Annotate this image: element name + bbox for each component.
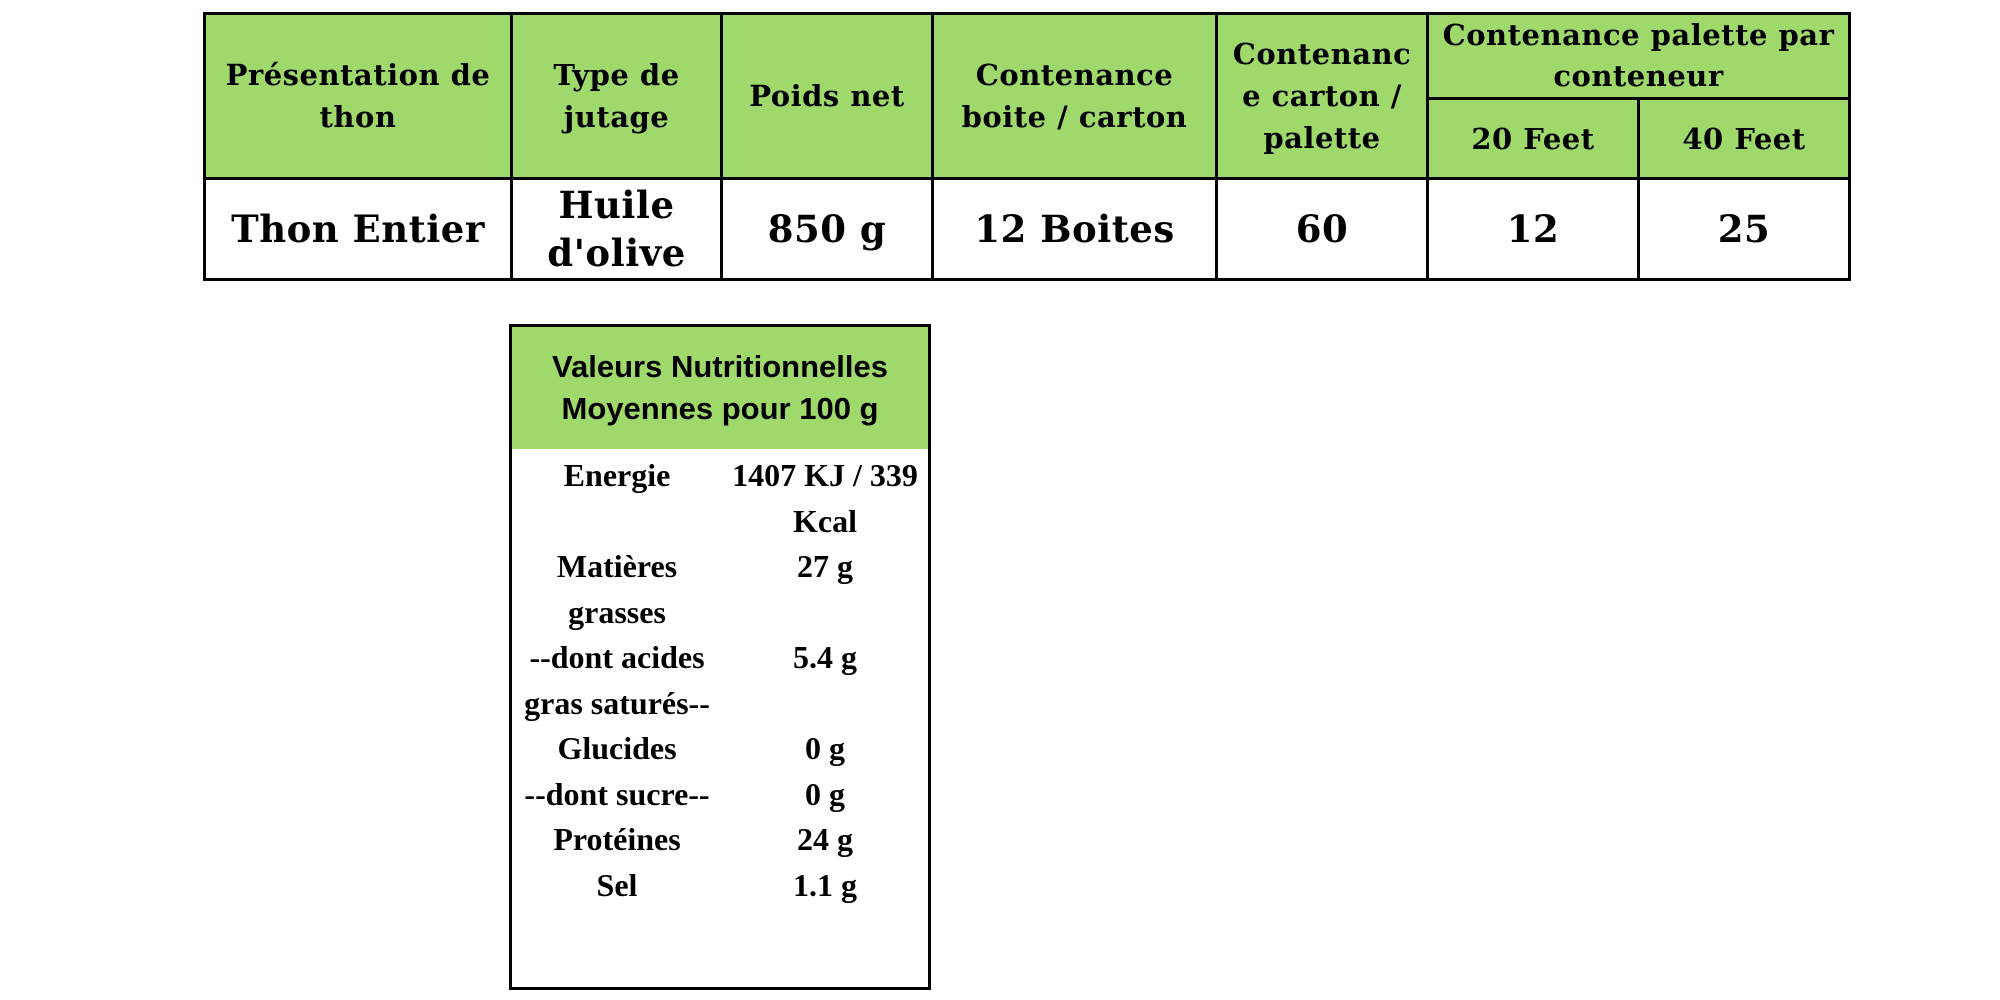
nutrition-row — [512, 817, 928, 863]
header-presentation: Présentation de thon — [205, 14, 512, 179]
nutrition-label: Matières grasses — [556, 548, 678, 630]
cell-boite-carton: 12 Boites — [933, 179, 1217, 280]
nutrition-label: Sel — [596, 866, 638, 903]
header-40-feet: 40 Feet — [1639, 99, 1850, 179]
nutrition-value: 27 g — [797, 548, 853, 584]
nutrition-value: 5.4 g — [793, 639, 857, 675]
cell-poids-net: 850 g — [722, 179, 933, 280]
nutrition-row — [512, 772, 928, 818]
cell-carton-palette: 60 — [1217, 179, 1428, 280]
header-palette-conteneur: Contenance palette par conteneur — [1428, 14, 1850, 99]
cell-presentation: Thon Entier — [205, 179, 512, 280]
packaging-table — [203, 12, 1851, 281]
nutrition-rows — [512, 449, 928, 908]
header-carton-palette: Contenance carton / palette — [1217, 14, 1428, 179]
cell-40-feet: 25 — [1639, 179, 1850, 280]
nutrition-label: Glucides — [557, 730, 677, 766]
nutrition-value: 1407 KJ / 339 Kcal — [732, 457, 918, 539]
nutrition-table — [509, 324, 931, 990]
header-poids-net: Poids net — [722, 14, 933, 179]
nutrition-label: Protéines — [553, 821, 681, 857]
nutrition-row — [512, 453, 928, 544]
nutrition-row — [512, 544, 928, 635]
header-20-feet: 20 Feet — [1428, 99, 1639, 179]
nutrition-value: 1.1 g — [793, 866, 857, 903]
nutrition-value: 0 g — [805, 730, 845, 766]
header-jutage: Type de jutage — [512, 14, 722, 179]
nutrition-label: --dont acides gras saturés-- — [524, 639, 710, 721]
nutrition-row — [512, 863, 928, 909]
nutrition-label: Energie — [563, 457, 671, 493]
nutrition-row — [512, 726, 928, 772]
cell-20-feet: 12 — [1428, 179, 1639, 280]
nutrition-value: 24 g — [797, 821, 853, 857]
header-boite-carton: Contenance boite / carton — [933, 14, 1217, 179]
nutrition-label: --dont sucre-- — [524, 775, 710, 812]
nutrition-value: 0 g — [805, 775, 845, 812]
nutrition-row — [512, 635, 928, 726]
nutrition-title: Valeurs Nutritionnelles Moyennes pour 100 g — [512, 327, 928, 449]
cell-jutage: Huile d'olive — [512, 179, 722, 280]
